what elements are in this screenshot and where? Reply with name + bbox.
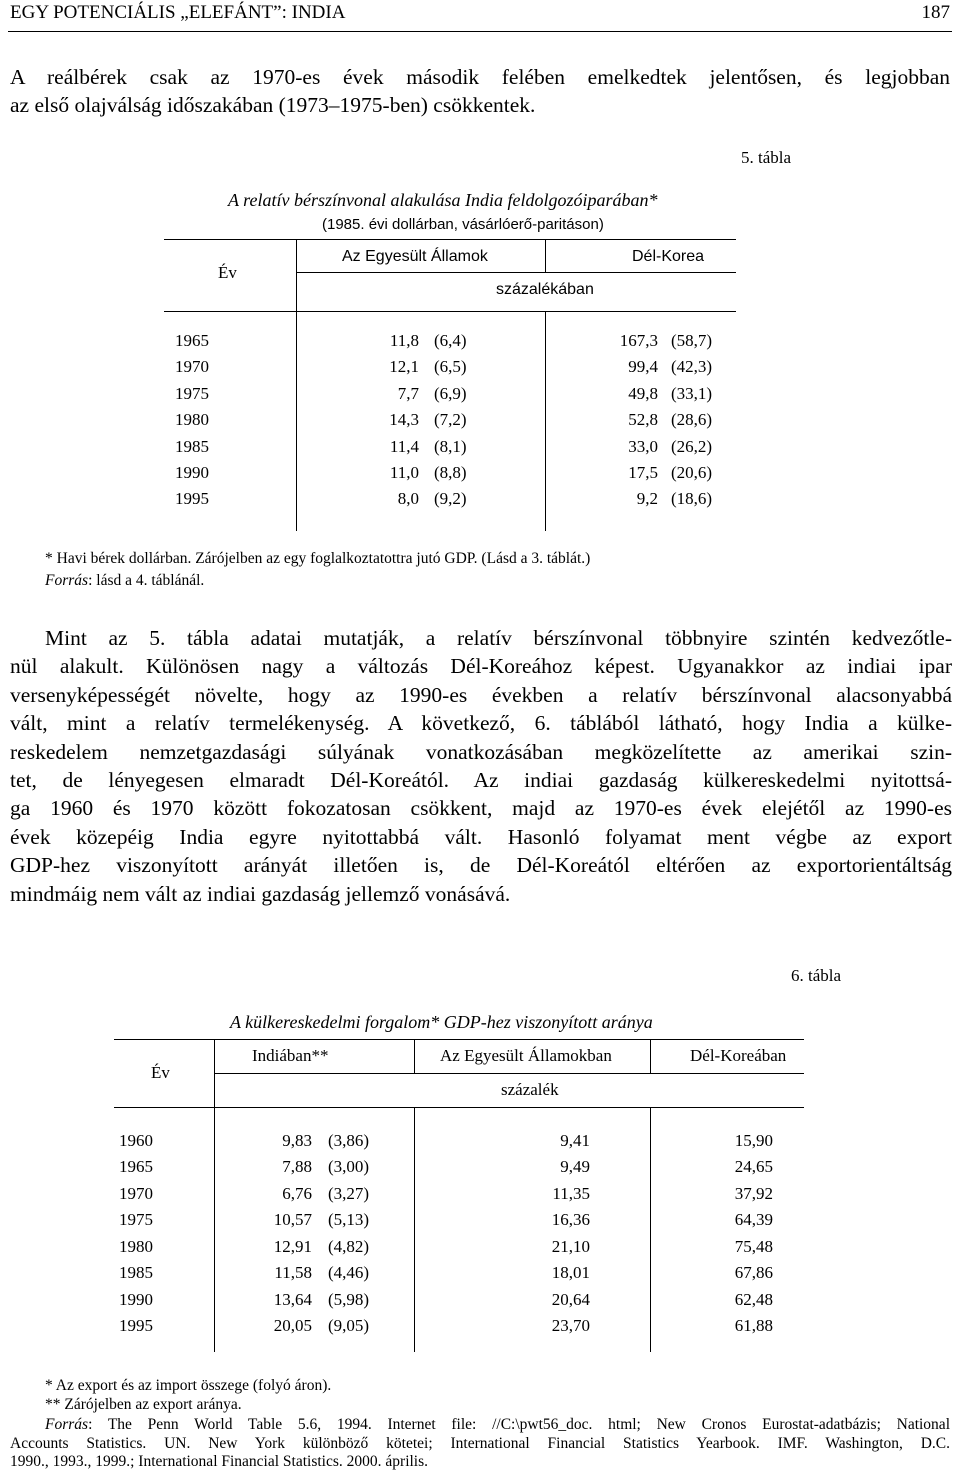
table5-cell-kr-paren: (28,6) (671, 410, 713, 430)
table6-cell-year: 1975 (119, 1210, 153, 1230)
table5-divider-header (545, 239, 546, 272)
paragraph-line: Mint az 5. tábla adatai mutatják, a relatív bérszínvonal többnyire szintén kedvezőtle- (45, 626, 952, 650)
table6-cell-us: 23,70 (551, 1316, 590, 1336)
paragraph-line: vált, mint a relatív termelékenység. A következő, 6. táblából látható, hogy India a külke- (10, 711, 952, 736)
table5-cell-year: 1995 (175, 489, 209, 509)
paragraph-line: nül alakult. Különösen nagy a változás Dél-Koreához képest. Ugyanakkor az indiai ipar (10, 654, 952, 679)
table5-divider-body (545, 311, 546, 531)
table6-cell-in: 7,88 (282, 1157, 312, 1177)
table5-cell-kr: 52,8 (628, 410, 658, 430)
table5-cell-us-paren: (8,8) (434, 463, 467, 482)
paragraph-line: A reálbérek csak az 1970-es évek második felében emelkedtek jelentősen, és legjobban (10, 65, 950, 89)
table5-cell-us: 11,4 (389, 436, 419, 456)
table5-cell-kr-paren: (26,2) (671, 436, 713, 456)
body-paragraph (10, 624, 952, 908)
table6-col-year: Év (151, 1063, 170, 1082)
table5-unit: százalékában (496, 281, 594, 298)
table5-cell-us-paren: (6,9) (434, 383, 467, 403)
header-rule (8, 31, 952, 32)
table6-cell-in: 9,83 (282, 1131, 312, 1150)
table6-cell-year: 1995 (119, 1316, 153, 1336)
table6-unit: százalék (501, 1080, 559, 1099)
table5-top-rule (164, 239, 736, 240)
table5-cell-kr-paren: (42,3) (671, 357, 713, 377)
table5-cell-us: 7,7 (397, 383, 419, 403)
table6-cell-kr: 64,39 (734, 1210, 773, 1230)
table5-cell-year: 1965 (175, 331, 209, 350)
table6-divider-header-2 (650, 1039, 651, 1073)
table5-header-mid-rule (296, 272, 736, 273)
table6-cell-us: 16,36 (551, 1210, 590, 1230)
table6-cell-kr: 61,88 (734, 1316, 773, 1336)
table6-cell-kr: 15,90 (734, 1131, 773, 1150)
table5-cell-us: 11,0 (389, 463, 419, 482)
table6-cell-in-paren: (9,05) (328, 1316, 370, 1336)
table6-divider-body-1 (414, 1107, 415, 1352)
table5-header-rule (164, 311, 736, 312)
source-text: : The Penn World Table 5.6, 1994. Internet file: //C:\pwt56_doc. html; New Cronos Eurostat-adatbázis; National (88, 1416, 950, 1433)
intro-paragraph (10, 63, 950, 120)
table6-col-us: Az Egyesült Államokban (440, 1046, 612, 1065)
table6-cell-year: 1965 (119, 1157, 153, 1177)
table5-subtitle: (1985. évi dollárban, vásárlóerő-paritáson) (322, 216, 604, 233)
table6-cell-in-paren: (4,46) (328, 1263, 370, 1283)
table5-cell-kr: 167,3 (619, 331, 658, 350)
table5-cell-kr-paren: (33,1) (671, 383, 713, 403)
table6-cell-in: 20,05 (273, 1316, 312, 1336)
paragraph-line: az első olajválság időszakában (1973–1975-ben) csökkentek. (10, 93, 536, 118)
source-label: Forrás (45, 572, 89, 589)
table6-cell-us: 11,35 (552, 1183, 590, 1203)
table6-source (10, 1416, 950, 1472)
table5-cell-kr: 99,4 (628, 357, 658, 377)
paragraph-line: reskedelem nemzetgazdasági súlyának vonatkozásában megközelítette az amerikai szin- (10, 739, 952, 764)
table6-cell-us: 20,64 (551, 1289, 590, 1309)
table6-cell-in: 6,76 (282, 1183, 312, 1203)
source-text: : lásd a 4. táblánál. (88, 572, 205, 589)
table5-cell-kr-paren: (20,6) (671, 463, 713, 482)
table6-cell-kr: 62,48 (734, 1289, 773, 1309)
source-label: Forrás (45, 1416, 89, 1433)
table6-cell-in-paren: (3,86) (328, 1131, 370, 1150)
table6-cell-in: 10,57 (273, 1210, 312, 1230)
table5-divider-year (296, 239, 297, 531)
table6-cell-year: 1980 (119, 1236, 153, 1256)
table6-cell-kr: 67,86 (734, 1263, 773, 1283)
table6-cell-us: 9,41 (560, 1131, 590, 1150)
table5-cell-kr-paren: (18,6) (671, 489, 713, 509)
table6-label: 6. tábla (791, 966, 842, 985)
running-title: EGY POTENCIÁLIS „ELEFÁNT”: INDIA (10, 2, 346, 23)
table6-cell-in-paren: (5,98) (328, 1289, 370, 1309)
table6-cell-in: 12,91 (273, 1236, 312, 1256)
table6-cell-in-paren: (3,00) (328, 1157, 370, 1177)
table5-cell-year: 1975 (175, 383, 209, 403)
table6-col-kr: Dél-Koreában (690, 1046, 787, 1065)
table6-cell-kr: 37,92 (734, 1183, 773, 1203)
table6-cell-us: 18,01 (551, 1263, 590, 1283)
table5-cell-year: 1985 (175, 436, 209, 456)
table5-cell-kr: 17,5 (628, 463, 658, 482)
table5-source (45, 572, 204, 590)
table5-cell-us-paren: (6,4) (434, 331, 467, 350)
table6-cell-year: 1960 (119, 1131, 153, 1150)
table6-cell-kr: 75,48 (734, 1236, 773, 1256)
table5-cell-us: 11,8 (389, 331, 419, 350)
table5-footnote: * Havi bérek dollárban. Zárójelben az egy foglalkoztatottra jutó GDP. (Lásd a 3. táblát.) (45, 550, 591, 567)
source-line: Accounts Statistics. UN. New York különböző kötetei; International Financial Statistics Yearbook. IMF. Washington, D.C. (10, 1434, 950, 1452)
table5-cell-kr: 49,8 (628, 383, 658, 403)
table6-cell-us: 9,49 (560, 1157, 590, 1177)
table5-cell-us-paren: (9,2) (434, 489, 467, 509)
table6-cell-in-paren: (3,27) (328, 1183, 370, 1203)
paragraph-line: ga 1960 és 1970 között fokozatosan csökkent, majd az 1970-es évek elejétől az 1990-es (10, 796, 952, 821)
table6-cell-year: 1985 (119, 1263, 153, 1283)
table6-cell-in-paren: (5,13) (328, 1210, 370, 1230)
table5-cell-year: 1970 (175, 357, 209, 377)
table6-header-mid-rule (214, 1073, 804, 1074)
page-number: 187 (921, 2, 950, 23)
table5-col-us: Az Egyesült Államok (342, 248, 488, 265)
table6-title: A külkereskedelmi forgalom* GDP-hez viszonyított aránya (230, 1012, 653, 1032)
table5-cell-kr-paren: (58,7) (671, 331, 713, 350)
table6-cell-in-paren: (4,82) (328, 1236, 370, 1256)
table6-col-in: Indiában** (252, 1046, 329, 1065)
source-line (10, 1416, 950, 1435)
table5-cell-year: 1990 (175, 463, 209, 482)
table5-cell-us: 14,3 (389, 410, 419, 430)
table5-col-kr: Dél-Korea (632, 248, 705, 265)
table5-cell-us: 12,1 (389, 357, 419, 377)
table5-title: A relatív bérszínvonal alakulása India feldolgozóiparában* (228, 190, 658, 210)
table6-cell-in: 11,58 (274, 1263, 312, 1283)
paragraph-line: tet, de lényegesen elmaradt Dél-Koreától. Az indiai gazdaság külkereskedelmi nyitottsá- (10, 768, 952, 793)
table5-cell-us-paren: (6,5) (434, 357, 467, 377)
table6-header-rule (114, 1107, 804, 1108)
table6-footnote-1: * Az export és az import összege (folyó áron). (45, 1377, 332, 1394)
table6-cell-kr: 24,65 (734, 1157, 773, 1177)
table5-cell-us-paren: (8,1) (434, 436, 467, 456)
table6-divider-year (214, 1039, 215, 1352)
table6-divider-body-2 (650, 1107, 651, 1352)
table6-footnote-2: ** Zárójelben az export aránya. (45, 1396, 242, 1413)
table6-divider-header-1 (414, 1039, 415, 1073)
table5-col-year: Év (218, 263, 237, 282)
table5-cell-year: 1980 (175, 410, 209, 430)
table6-top-rule (114, 1039, 804, 1040)
paragraph-line: versenyképességét növelte, hogy az 1990-es években a relatív bérszínvonal alacsonyabbá (10, 682, 952, 707)
table6-cell-in: 13,64 (273, 1289, 312, 1309)
table6-cell-year: 1990 (119, 1289, 153, 1309)
source-line: 1990., 1993., 1999.; International Financial Statistics. 2000. április. (10, 1453, 429, 1470)
table6-cell-us: 21,10 (551, 1236, 590, 1256)
table5-cell-kr: 9,2 (636, 489, 658, 509)
table5-cell-us: 8,0 (397, 489, 419, 509)
table5-cell-kr: 33,0 (628, 436, 658, 456)
paragraph-line: évek közepéig India egyre nyitottabbá vált. Hasonló folyamat ment végbe az export (10, 824, 952, 849)
table6-cell-year: 1970 (119, 1183, 153, 1203)
table5-cell-us-paren: (7,2) (434, 410, 467, 430)
table5-label: 5. tábla (741, 148, 792, 167)
paragraph-line: GDP-hez viszonyított arányát illetően is, de Dél-Koreától eltérően az exportorientáltság (10, 853, 952, 878)
paragraph-line: mindmáig nem vált az indiai gazdaság jellemző vonásává. (10, 881, 511, 906)
